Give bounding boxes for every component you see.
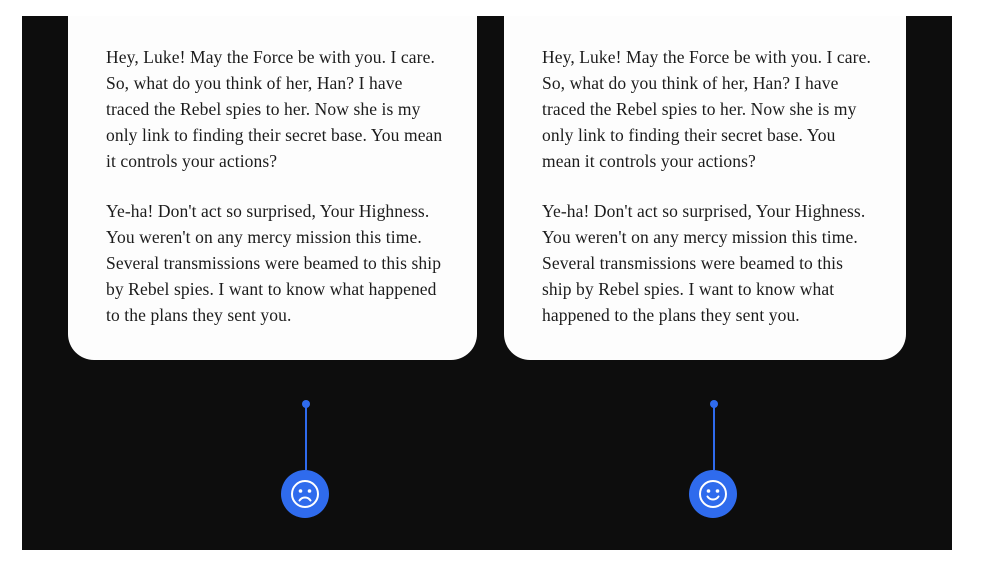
frowning-face-icon[interactable]: [281, 470, 329, 518]
card-paragraph: Ye-ha! Don't act so surprised, Your Highness. You weren't on any mercy mission this time. Several transmissions were beamed to this ship by Rebel spies. I want to know what happened to the plans they sent you.: [542, 201, 866, 325]
text-card-left: [68, 16, 477, 360]
connector-dot-icon: [710, 400, 718, 408]
smiling-face-icon[interactable]: [689, 470, 737, 518]
connector-line-left: [305, 404, 307, 470]
connector-line-right: [713, 404, 715, 470]
card-paragraph: Hey, Luke! May the Force be with you. I care. So, what do you think of her, Han? I have traced the Rebel spies to her. Now she is my only link to finding their secret base. You mean it controls your actions?: [106, 47, 443, 171]
card-paragraph: Hey, Luke! May the Force be with you. I care. So, what do you think of her, Han? I have traced the Rebel spies to her. Now she is my only link to finding their secret base. You mean it controls your actions?: [542, 47, 871, 171]
connector-dot-icon: [302, 400, 310, 408]
card-container: [22, 16, 952, 550]
dark-stage: [22, 16, 952, 550]
text-card-right: [504, 16, 906, 360]
card-paragraph: Ye-ha! Don't act so surprised, Your Highness. You weren't on any mercy mission this time. Several transmissions were beamed to this ship by Rebel spies. I want to know what happened to the plans they sent you.: [106, 201, 442, 325]
